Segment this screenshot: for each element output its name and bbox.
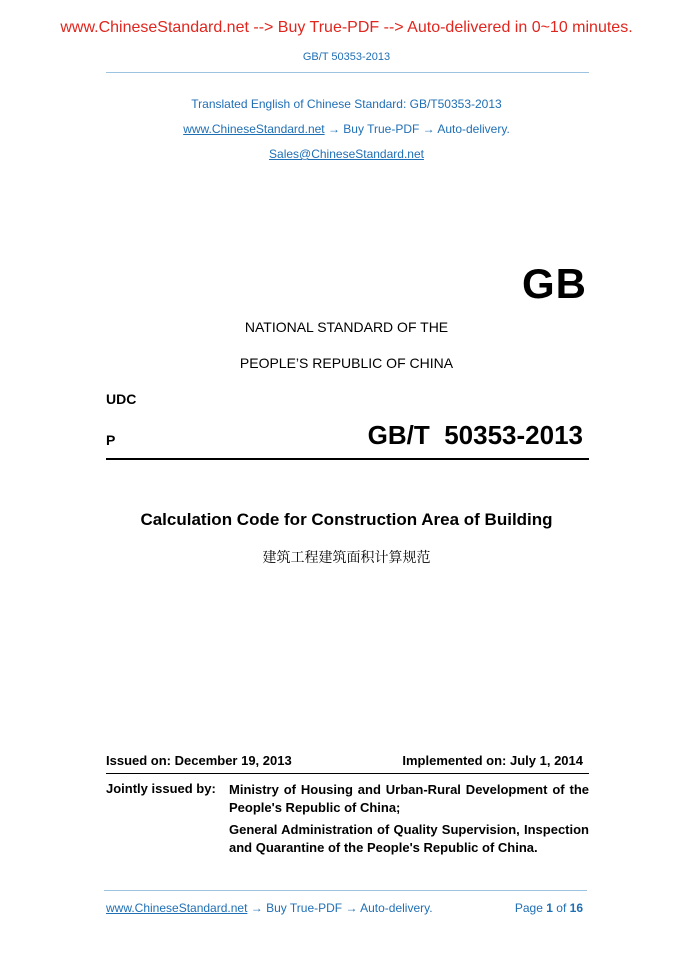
email-line bbox=[0, 147, 693, 161]
jointly-label: Jointly issued by: bbox=[106, 781, 216, 796]
national-standard-line1: NATIONAL STANDARD OF THE bbox=[244, 319, 449, 335]
title-english: Calculation Code for Construction Area of Building bbox=[140, 510, 553, 529]
implemented-on: Implemented on: July 1, 2014 bbox=[402, 753, 583, 768]
issuer-ministry: Ministry of Housing and Urban-Rural Development of the People's Republic of China; bbox=[229, 782, 589, 815]
of-label: of bbox=[556, 901, 567, 915]
page-number: 1 bbox=[546, 901, 553, 915]
footer-rule bbox=[104, 890, 587, 891]
email-link[interactable]: Sales@ChineseStandard.net bbox=[269, 147, 424, 161]
translation-note: Translated English of Chinese Standard: GB/T50353-2013 bbox=[191, 97, 502, 111]
top-banner[interactable]: www.ChineseStandard.net --> Buy True-PDF --> Auto-delivered in 0~10 minutes. bbox=[60, 19, 633, 36]
p-label: P bbox=[106, 432, 116, 448]
page-indicator bbox=[515, 901, 583, 915]
header-standard-code: GB/T 50353-2013 bbox=[302, 51, 391, 63]
issued-on: Issued on: December 19, 2013 bbox=[106, 753, 292, 768]
issue-rule bbox=[106, 773, 589, 774]
footer-buy-rest: → Buy True-PDF → Auto-delivery. bbox=[247, 901, 433, 915]
site-link[interactable]: www.ChineseStandard.net bbox=[183, 122, 325, 136]
national-standard-line2: PEOPLE’S REPUBLIC OF CHINA bbox=[239, 355, 454, 371]
standard-code: GB/T 50353-2013 bbox=[367, 420, 583, 450]
header-rule bbox=[106, 72, 589, 73]
footer-site-link[interactable]: www.ChineseStandard.net bbox=[106, 901, 248, 915]
buy-line bbox=[0, 122, 693, 136]
cover-thick-rule bbox=[106, 458, 589, 460]
title-chinese: 建筑工程建筑面积计算规范 bbox=[262, 549, 431, 565]
buy-line-rest: → Buy True-PDF → Auto-delivery. bbox=[324, 122, 510, 136]
udc-label: UDC bbox=[106, 391, 137, 407]
issuer-aqsiq: General Administration of Quality Supervision, Inspection and Quarantine of the People's Republic of China. bbox=[229, 822, 589, 855]
gb-mark: GB bbox=[522, 260, 587, 307]
page-label: Page bbox=[514, 901, 543, 915]
page-total: 16 bbox=[569, 901, 583, 915]
footer-buy-line bbox=[106, 901, 433, 915]
